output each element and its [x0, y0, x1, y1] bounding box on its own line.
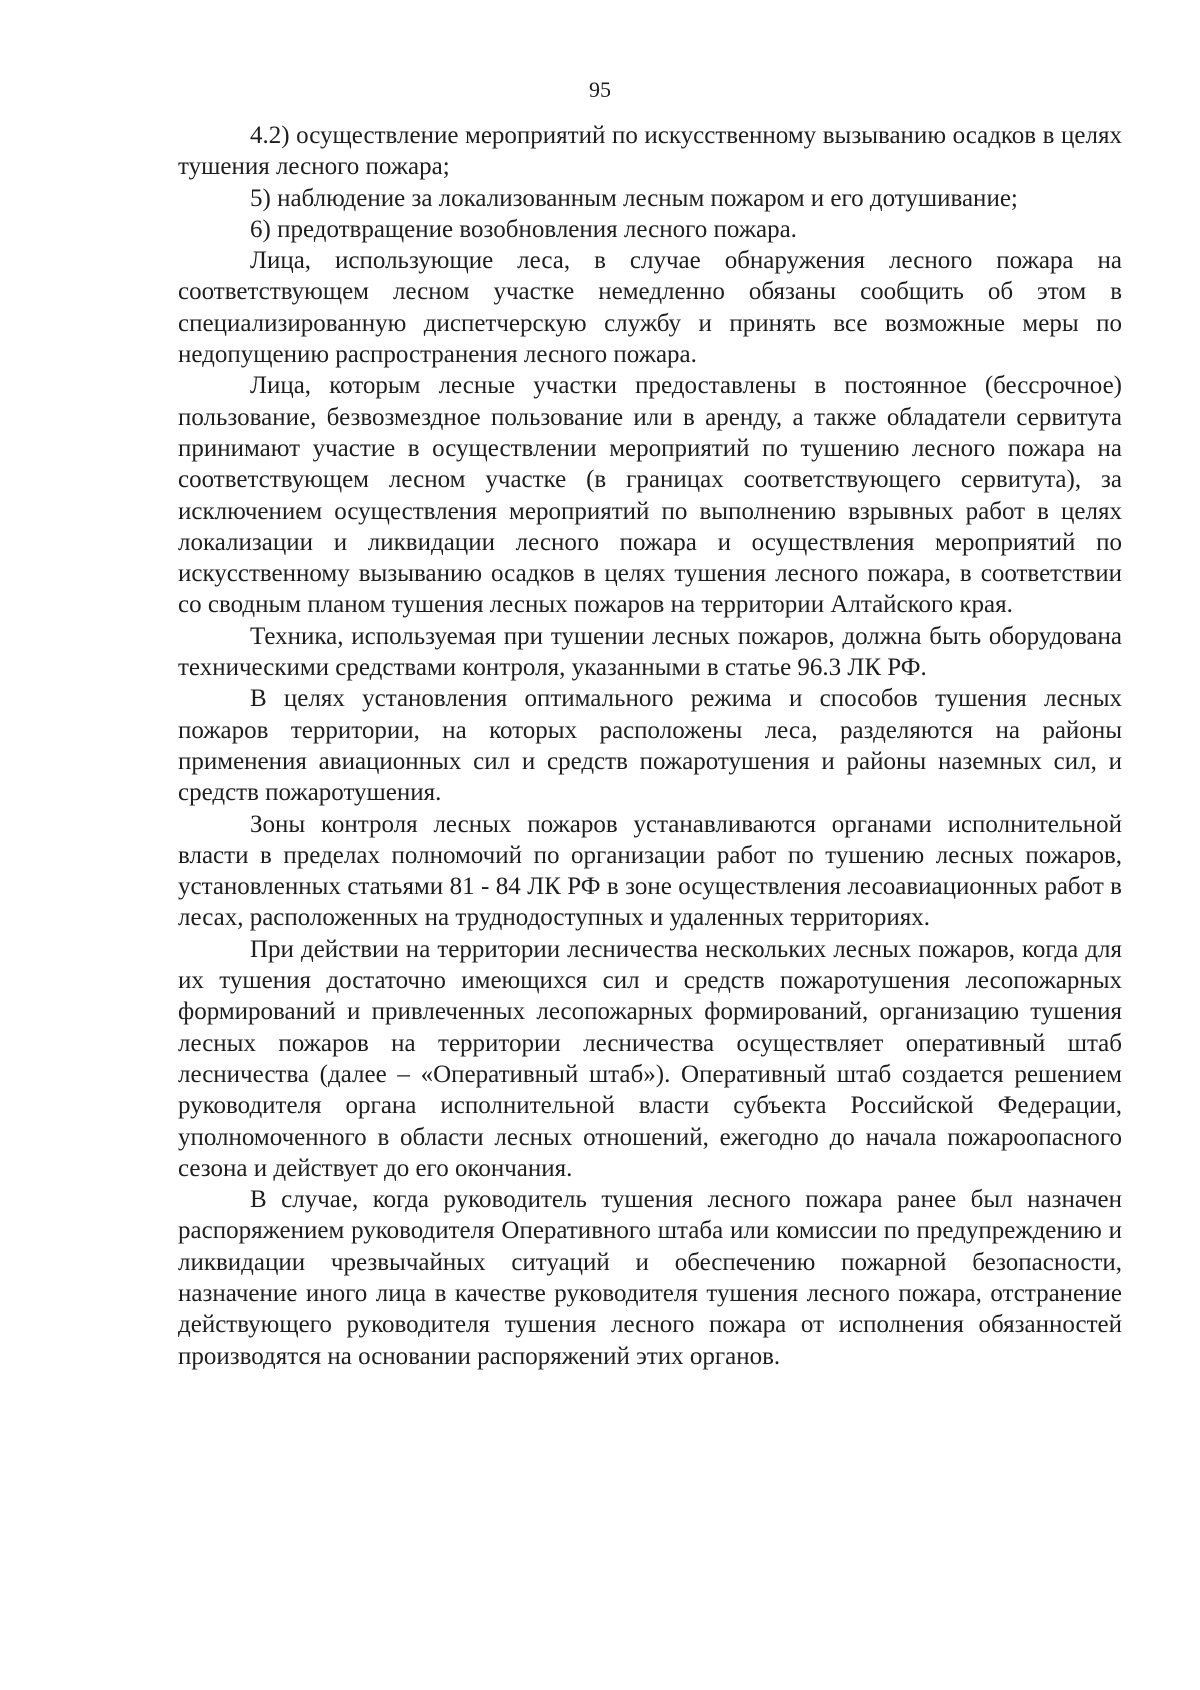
page-number: 95	[589, 77, 611, 102]
paragraph: 6) предотвращение возобновления лесного пожара.	[250, 215, 797, 243]
paragraph: Лица, использующие леса, в случае обнаружения лесного пожара на соответствующем лесном участке немедленно обязаны сообщить об этом в специализированную диспетчерскую службу и принять все возможные меры по недопущению распространения лесного пожара.	[178, 247, 1122, 369]
paragraph: Зоны контроля лесных пожаров устанавливаются органами исполнительной власти в пределах полномочий по организации работ по тушению лесных пожаров, установленных статьями 81 - 84 ЛК РФ в зоне осуществления лесоавиационных работ в лесах, расположенных на труднодоступных и удаленных территориях.	[178, 810, 1122, 932]
paragraph: В целях установления оптимального режима и способов тушения лесных пожаров территории, на которых расположены леса, разделяются на районы применения авиационных сил и средств пожаротушения и районы наземных сил, и средств пожаротушения.	[178, 685, 1122, 807]
paragraph: В случае, когда руководитель тушения лесного пожара ранее был назначен распоряжением руководителя Оперативного штаба или комиссии по предупреждению и ликвидации чрезвычайных ситуаций и обеспечению пожарной безопасности, назначение иного лица в качестве руководителя тушения лесного пожара, отстранение действующего руководителя тушения лесного пожара от исполнения обязанностей производятся на основании распоряжений этих органов.	[178, 1186, 1122, 1370]
document-body	[178, 120, 1122, 1372]
paragraph: При действии на территории лесничества нескольких лесных пожаров, когда для их тушения достаточно имеющихся сил и средств пожаротушения лесопожарных формирований и привлеченных лесопожарных формирований, организацию тушения лесных пожаров на территории лесничества осуществляет оперативный штаб лесничества (далее – «Оперативный штаб»). Оперативный штаб создается решением руководителя органа исполнительной власти субъекта Российской Федерации, уполномоченного в области лесных отношений, ежегодно до начала пожароопасного сезона и действует до его окончания.	[178, 935, 1122, 1182]
paragraph: 4.2) осуществление мероприятий по искусственному вызыванию осадков в целях тушения лесного пожара;	[178, 122, 1122, 181]
paragraph: Техника, используемая при тушении лесных пожаров, должна быть оборудована техническими средствами контроля, указанными в статье 96.3 ЛК РФ.	[178, 622, 1122, 682]
paragraph: 5) наблюдение за локализованным лесным пожаром и его дотушивание;	[250, 184, 1018, 212]
paragraph: Лица, которым лесные участки предоставлены в постоянное (бессрочное) пользование, безвозмездное пользование или в аренду, а также обладатели сервитута принимают участие в осуществлении мероприятий по тушению лесного пожара на соответствующем лесном участке (в границах соответствующего сервитута), за исключением осуществления мероприятий по выполнению взрывных работ в целях локализации и ликвидации лесного пожара и осуществления мероприятий по искусственному вызыванию осадков в целях тушения лесного пожара, в соответствии со сводным планом тушения лесных пожаров на территории Алтайского края.	[178, 372, 1122, 619]
